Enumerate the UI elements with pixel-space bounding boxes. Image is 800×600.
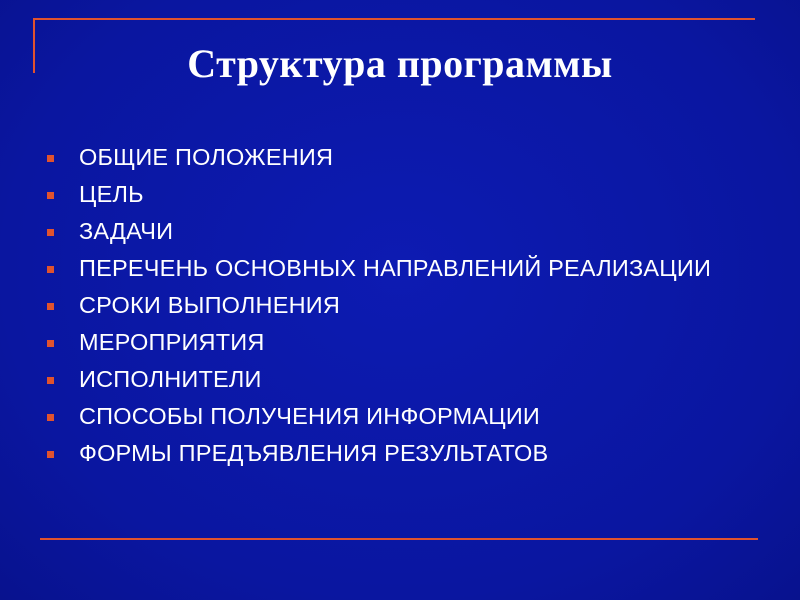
bullet-text: СПОСОБЫ ПОЛУЧЕНИЯ ИНФОРМАЦИИ — [79, 403, 541, 429]
slide-title: Структура программы — [187, 41, 613, 86]
bullet-text: ЗАДАЧИ — [79, 218, 174, 244]
square-bullet-icon — [47, 192, 54, 199]
square-bullet-icon — [47, 155, 54, 162]
square-bullet-icon — [47, 303, 54, 310]
bullet-text: ФОРМЫ ПРЕДЪЯВЛЕНИЯ РЕЗУЛЬТАТОВ — [79, 440, 549, 466]
square-bullet-icon — [47, 377, 54, 384]
bottom-divider-line — [40, 538, 758, 540]
bullet-item — [45, 217, 765, 246]
square-bullet-icon — [47, 266, 54, 273]
bullet-item — [45, 254, 765, 283]
bullet-item — [45, 291, 765, 320]
square-bullet-icon — [47, 451, 54, 458]
bullet-text: МЕРОПРИЯТИЯ — [79, 329, 265, 355]
bullet-item — [45, 180, 765, 209]
bullet-item — [45, 143, 765, 172]
top-divider-line — [33, 18, 755, 20]
bullet-text: ПЕРЕЧЕНЬ ОСНОВНЫХ НАПРАВЛЕНИЙ РЕАЛИЗАЦИИ — [79, 255, 712, 281]
square-bullet-icon — [47, 414, 54, 421]
bullet-list — [45, 143, 765, 476]
square-bullet-icon — [47, 229, 54, 236]
bullet-item — [45, 365, 765, 394]
square-bullet-icon — [47, 340, 54, 347]
bullet-text: ОБЩИЕ ПОЛОЖЕНИЯ — [79, 144, 334, 170]
bullet-text: СРОКИ ВЫПОЛНЕНИЯ — [79, 292, 340, 318]
bullet-item — [45, 402, 765, 431]
bullet-item — [45, 328, 765, 357]
bullet-text: ЦЕЛЬ — [79, 181, 144, 207]
bullet-item — [45, 439, 765, 468]
bullet-text: ИСПОЛНИТЕЛИ — [79, 366, 262, 392]
